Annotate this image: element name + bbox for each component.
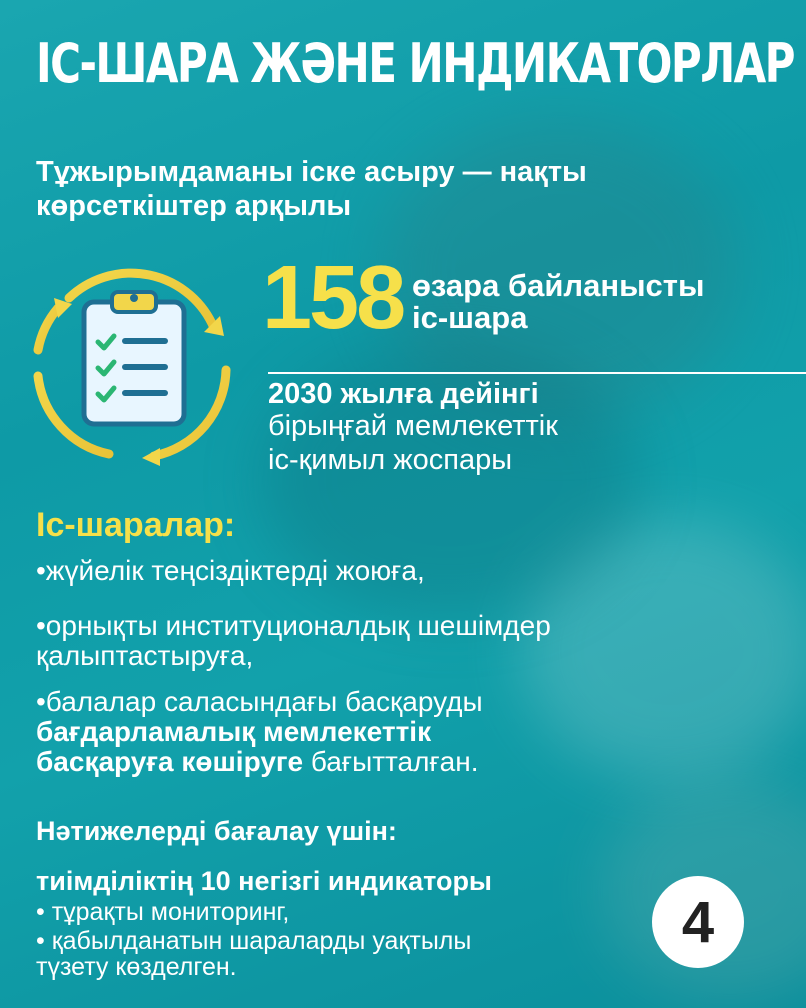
plan-line: бірыңғай мемлекеттік [268,410,558,442]
evaluation-line: түзету көзделген. [36,953,237,981]
page-subtitle: Тұжырымдаманы іске асыру — нақты көрсеткіштер арқылы [36,156,587,222]
action-line: •балалар саласындағы басқаруды [36,686,483,717]
caption-line: өзара байланысты [412,268,705,303]
plan-line: іс-қимыл жоспары [268,444,513,476]
evaluation-item [36,928,636,980]
checklist-cycle-icon [14,258,249,468]
evaluation-item: • тұрақты мониторинг, [36,898,290,926]
indicators-heading: тиімділіктің 10 негізгі индикаторы [36,866,492,896]
activities-count: 158 [262,248,404,348]
action-bold-text: бағдарламалық мемлекеттік [36,716,432,747]
activities-caption [412,270,772,334]
page-title: ІС-ШАРА ЖӘНЕ ИНДИКАТОРЛАР [36,32,794,95]
action-line: •орнықты институционалдық шешімдер [36,610,551,641]
evaluation-heading: Нәтижелерді бағалау үшін: [36,816,397,846]
caption-line: іс-шара [412,300,528,335]
action-item [36,687,736,777]
action-line: қалыптастыруға, [36,640,254,671]
plan-year: 2030 жылға дейінгі [268,378,539,410]
action-item: •жүйелік теңсіздіктерді жоюға, [36,555,425,586]
divider [268,372,806,374]
plan-description [268,409,788,477]
action-bold-text: басқаруға көшіруге [36,746,304,777]
page-number-badge: 4 [652,876,744,968]
evaluation-line: • қабылданатын шараларды уақтылы [36,927,472,955]
actions-heading: Іс-шаралар: [36,506,236,544]
action-item [36,611,736,671]
action-tail-text: бағытталған. [303,746,479,777]
